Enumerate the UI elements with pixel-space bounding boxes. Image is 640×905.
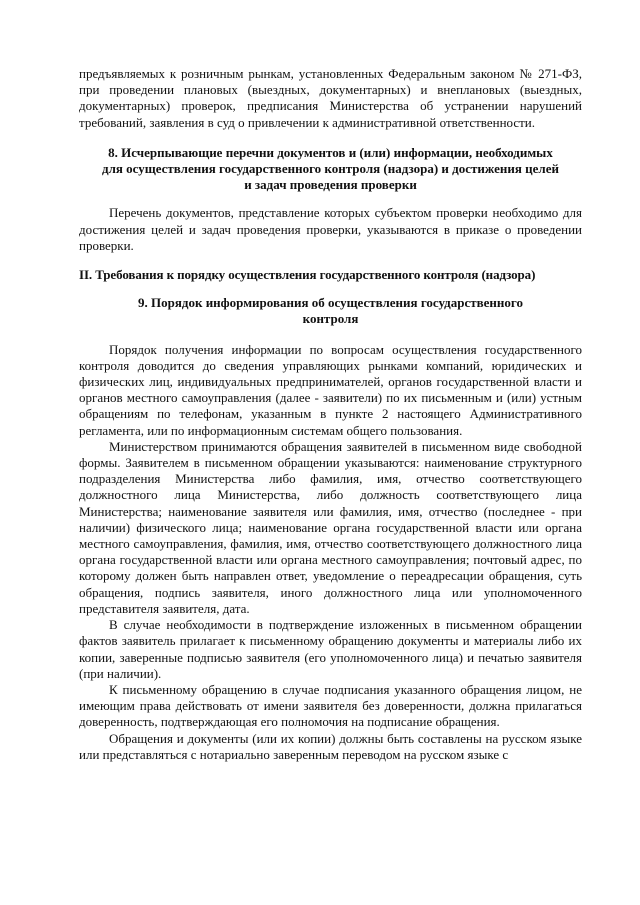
part-2-heading: II. Требования к порядку осуществления государственного контроля (надзора) [79, 267, 536, 283]
section-9-heading: 9. Порядок информирования об осуществления государственного контроля [138, 295, 523, 327]
document-page [79, 66, 582, 763]
section-8-heading: 8. Исчерпывающие перечни документов и (или) информации, необходимых для осуществления государственного контроля (надзора) и достижения целей и задач проведения проверки [102, 144, 559, 193]
paragraph-language-requirement: Обращения и документы (или их копии) должны быть составлены на русском языке или представляться с нотариально заверенным переводом на русском языке с [79, 730, 582, 762]
paragraph-document-list: Перечень документов, представление которых субъектом проверки необходимо для достижения целей и задач проведения проверки, указываются в приказе о проведении проверки. [79, 205, 582, 253]
paragraph-continuation: предъявляемых к розничным рынкам, установленных Федеральным законом № 271-ФЗ, при проведении плановых (выездных, документарных) и внеплановых (выездных, документарных) проверок, предписания Министерства об устранении нарушений требований, заявления в суд о привлечении к административной ответственности. [79, 66, 582, 130]
paragraph-supporting-documents: В случае необходимости в подтверждение изложенных в письменном обращении фактов заявитель прилагает к письменному обращению документы и материалы либо их копии, заверенные подписью заявителя (его уполномоченного лица) и печатью заявителя (при наличии). [79, 617, 582, 681]
paragraph-power-of-attorney: К письменному обращению в случае подписания указанного обращения лицом, не имеющим права действовать от имени заявителя без доверенности, должна прилагаться доверенность, подтверждающая его полномочия на подписание обращения. [79, 681, 582, 730]
paragraph-information-procedure: Порядок получения информации по вопросам осуществления государственного контроля доводится до сведения управляющих рынками компаний, юридических и физических лиц, индивидуальных предпринимателей, органов государственной власти и органов местного самоуправления (далее - заявители) по их письменным и (или) устным обращениям по телефонам, указанным в пункте 2 настоящего Административного регламента, или по информационным системам общего пользования. [79, 341, 582, 438]
paragraph-written-requests: Министерством принимаются обращения заявителей в письменном виде свободной формы. Заявителем в письменном обращении указываются: наименование структурного подразделения Министерства либо фамилия, имя, отчество соответствующего должностного лица Министерства, либо должность соответствующего лица Министерства; наименование заявителя или фамилия, имя, отчество (последнее - при наличии) физического лица; наименование органа государственной власти или органа местного самоуправления, фамилия, имя, отчество соответствующего должностного лица органа государственной власти или органа местного самоуправления; почтовый адрес, по которому должен быть направлен ответ, уведомление о переадресации обращения, суть обращения, подпись заявителя, иного должностного лица или уполномоченного представителя заявителя, дата. [79, 438, 582, 616]
